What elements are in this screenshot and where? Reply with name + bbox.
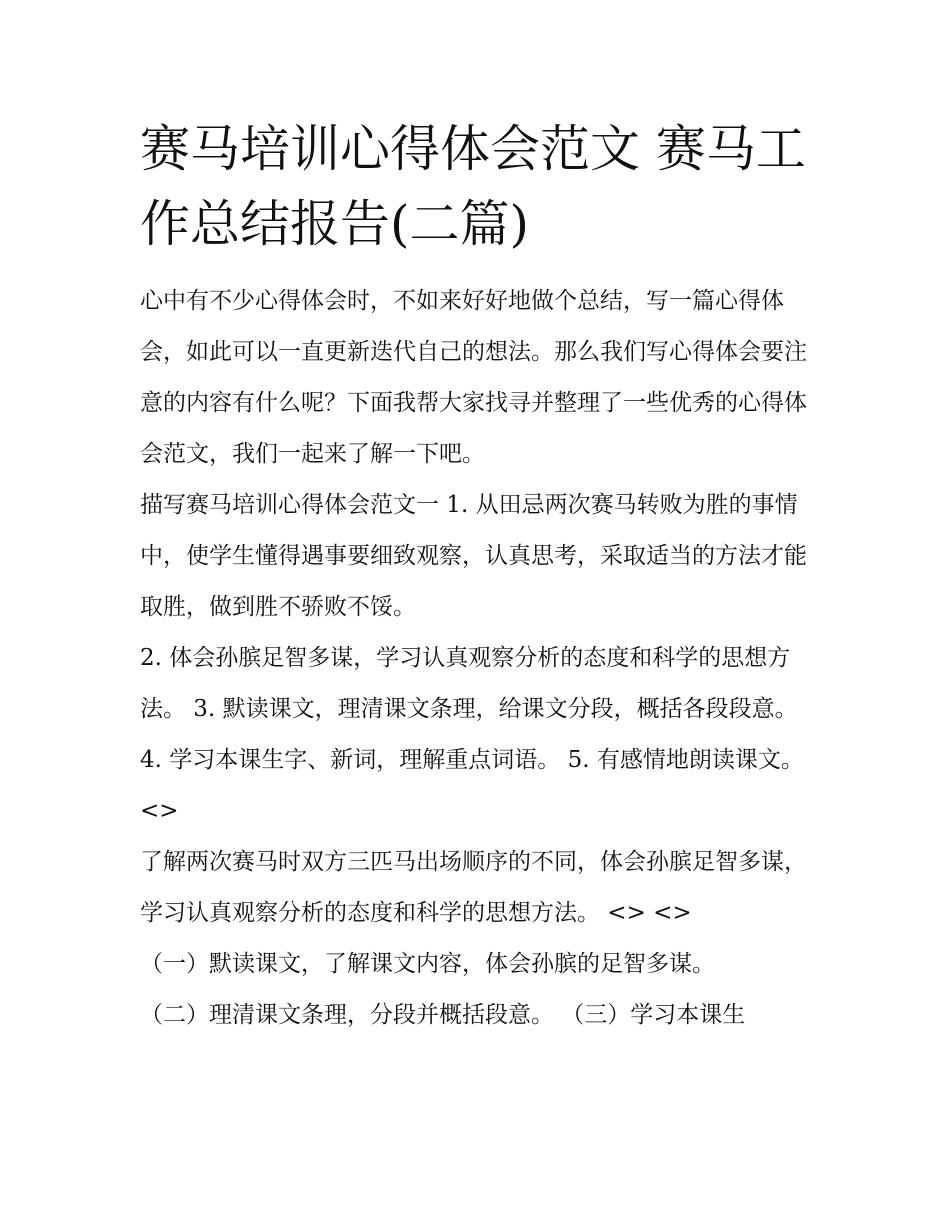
paragraph-key-point: 了解两次赛马时双方三匹马出场顺序的不同，体会孙膑足智多谋，学习认真观察分析的态度和科学的思想方法。 <> <> [140,849,807,926]
paragraph-goal-4-5: 4. 学习本课生字、新词，理解重点词语。 5. 有感情地朗读课文。 <> [140,747,804,824]
paragraph-intro: 心中有不少心得体会时，不如来好好地做个总结，写一篇心得体会，如此可以一直更新迭代自己的想法。那么我们写心得体会要注意的内容有什么呢？下面我帮大家找寻并整理了一些优秀的心得体会范文，我们一起来了解一下吧。 [140,288,807,467]
document-body [140,276,820,1041]
paragraph-sample-one: 描写赛马培训心得体会范文一 1. 从田忌两次赛马转败为胜的事情中，使学生懂得遇事要细致观察，认真思考，采取适当的方法才能取胜，做到胜不骄败不馁。 [140,492,807,620]
paragraph-goal-2-3: 2. 体会孙膑足智多谋，学习认真观察分析的态度和科学的思想方法。 3. 默读课文，理清课文条理，给课文分段，概括各段段意。 [140,645,798,722]
paragraph-step-1: （一）默读课文，了解课文内容，体会孙膑的足智多谋。 [140,951,715,977]
document-title: 赛马培训心得体会范文 赛马工作总结报告(二篇) [140,120,806,253]
paragraph-step-2-3: （二）理清课文条理，分段并概括段意。 （三）学习本课生 [140,1002,746,1028]
